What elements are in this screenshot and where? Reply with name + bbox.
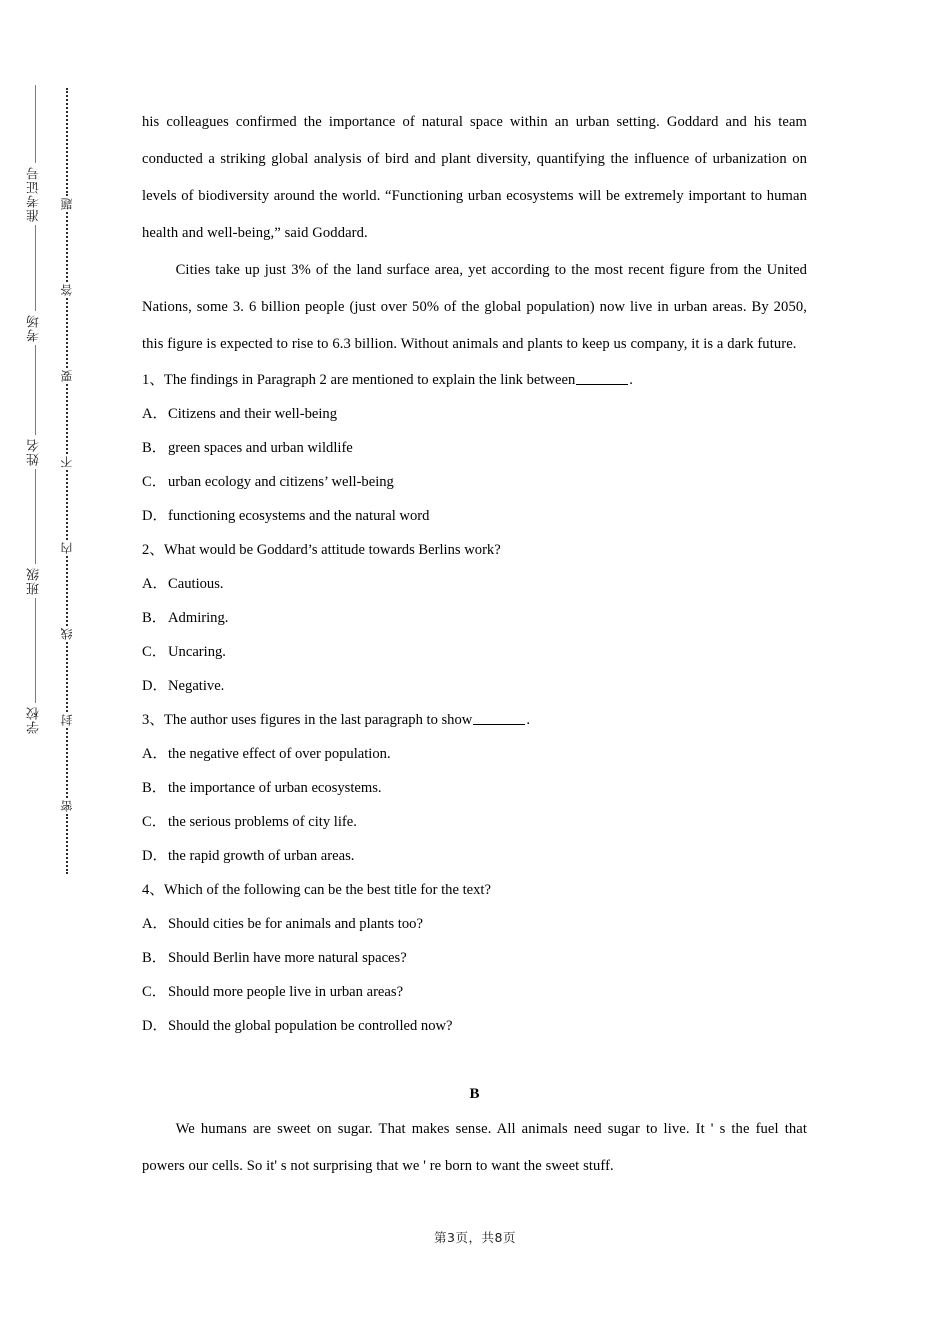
dotted-segment	[66, 212, 68, 282]
option-letter: C．	[142, 814, 167, 830]
seal-field-name: 姓名	[27, 438, 43, 466]
question-3-option-a[interactable]	[142, 737, 807, 771]
option-letter: C．	[142, 474, 167, 490]
dotted-segment	[66, 728, 68, 798]
question-1-option-a[interactable]	[142, 397, 807, 431]
option-letter: D．	[142, 1018, 168, 1034]
dotted-segment	[66, 384, 68, 454]
option-letter: B．	[142, 610, 167, 626]
seal-rule	[35, 225, 36, 311]
passage-a-paragraph-2: Cities take up just 3% of the land surface area, yet according to the most recent figure from the United Nations, some 3. 6 billion people (just over 50% of the global population) now live in urban areas. By 2050, this figure is expected to rise to 6.3 billion. Without animals and plants to keep us company, it is a dark future.	[142, 262, 807, 352]
option-letter: B．	[142, 950, 167, 966]
question-1-option-c[interactable]	[142, 465, 807, 499]
question-2-option-c[interactable]	[142, 635, 807, 669]
question-2-stem	[142, 533, 807, 567]
option-text: Admiring.	[168, 610, 229, 626]
seal-char-bu: 不	[60, 456, 74, 468]
question-1-number: 1、	[142, 372, 164, 388]
seal-rule	[35, 85, 36, 163]
question-1-option-b[interactable]	[142, 431, 807, 465]
option-letter: A．	[142, 406, 168, 422]
option-text: the serious problems of city life.	[168, 814, 357, 830]
question-1-text: The findings in Paragraph 2 are mentioned to explain the link between	[163, 372, 576, 388]
question-2	[142, 533, 807, 703]
seal-field-class: 班级	[27, 567, 43, 595]
exam-seal-margin	[0, 0, 120, 1344]
question-3-stem-tail: .	[526, 712, 530, 728]
option-text: Negative.	[168, 678, 225, 694]
option-text: the importance of urban ecosystems.	[168, 780, 382, 796]
option-letter: A．	[142, 916, 168, 932]
question-3-number: 3、	[142, 712, 164, 728]
question-1-blank[interactable]	[576, 371, 628, 385]
passage-b-paragraph-1: We humans are sweet on sugar. That makes sense. All animals need sugar to live. It ' s the fuel that powers our cells. So it' s not surprising that we ' re born to want the sweet stuff.	[142, 1121, 807, 1174]
question-4-option-b[interactable]	[142, 941, 807, 975]
option-text: green spaces and urban wildlife	[168, 440, 353, 456]
option-letter: D．	[142, 848, 168, 864]
dotted-segment	[66, 88, 68, 196]
option-text: Should Berlin have more natural spaces?	[168, 950, 407, 966]
question-2-number: 2、	[142, 542, 164, 558]
seal-char-mi: 密	[60, 800, 74, 812]
question-2-option-b[interactable]	[142, 601, 807, 635]
question-3-option-c[interactable]	[142, 805, 807, 839]
seal-char-nei: 内	[60, 542, 74, 554]
seal-field-school: 学校	[27, 706, 43, 734]
seal-rule	[35, 598, 36, 703]
dotted-segment	[66, 470, 68, 540]
question-2-option-a[interactable]	[142, 567, 807, 601]
seal-field-labels	[18, 85, 52, 930]
seal-field-exam-room: 考场	[27, 314, 43, 342]
question-4-stem	[142, 873, 807, 907]
document-body	[142, 104, 807, 1185]
dotted-segment	[66, 814, 68, 874]
option-text: Should cities be for animals and plants too?	[168, 916, 423, 932]
option-letter: A．	[142, 576, 168, 592]
option-letter: B．	[142, 440, 167, 456]
seal-field-admission-number: 准考证号	[27, 166, 43, 222]
seal-char-da: 答	[60, 284, 74, 296]
dotted-segment	[66, 298, 68, 368]
option-letter: C．	[142, 644, 167, 660]
question-4-number: 4、	[142, 882, 164, 898]
question-3	[142, 703, 807, 873]
option-text: functioning ecosystems and the natural word	[168, 508, 430, 524]
option-text: urban ecology and citizens’ well-being	[168, 474, 394, 490]
option-text: Should the global population be controlled now?	[168, 1018, 453, 1034]
question-4-option-d[interactable]	[142, 1009, 807, 1043]
dotted-segment	[66, 642, 68, 712]
seal-char-ti: 题	[60, 198, 74, 210]
question-4-option-c[interactable]	[142, 975, 807, 1009]
question-1-stem-tail: .	[629, 372, 633, 388]
question-4	[142, 873, 807, 1043]
question-1	[142, 363, 807, 533]
passage-a-paragraph-1: his colleagues confirmed the importance of natural space within an urban setting. Goddard and his team conducted a striking global analysis of bird and plant diversity, quantifying the influence of urbanization on levels of biodiversity around the world. “Functioning urban ecosystems will be extremely important to human health and well-being,” said Goddard.	[142, 114, 807, 241]
question-3-blank[interactable]	[473, 711, 525, 725]
seal-dotted-line	[58, 88, 76, 928]
question-4-option-a[interactable]	[142, 907, 807, 941]
question-3-option-d[interactable]	[142, 839, 807, 873]
seal-char-xian: 线	[60, 628, 74, 640]
option-text: Should more people live in urban areas?	[168, 984, 404, 1000]
seal-char-feng: 封	[60, 714, 74, 726]
option-letter: A．	[142, 746, 168, 762]
question-2-option-d[interactable]	[142, 669, 807, 703]
option-text: the negative effect of over population.	[168, 746, 391, 762]
question-2-text: What would be Goddard’s attitude towards Berlins work?	[163, 542, 501, 558]
question-3-text: The author uses figures in the last paragraph to show	[163, 712, 473, 728]
question-3-stem	[142, 703, 807, 737]
dotted-segment	[66, 556, 68, 626]
seal-char-yao: 要	[60, 370, 74, 382]
option-text: Citizens and their well-being	[168, 406, 337, 422]
option-letter: D．	[142, 678, 168, 694]
option-text: Cautious.	[168, 576, 224, 592]
option-text: Uncaring.	[168, 644, 226, 660]
option-text: the rapid growth of urban areas.	[168, 848, 355, 864]
seal-rule	[35, 469, 36, 564]
option-letter: C．	[142, 984, 167, 1000]
question-1-option-d[interactable]	[142, 499, 807, 533]
page-footer: 第3页，共8页	[434, 1230, 516, 1245]
question-1-stem	[142, 363, 807, 397]
option-letter: D．	[142, 508, 168, 524]
question-3-option-b[interactable]	[142, 771, 807, 805]
question-4-text: Which of the following can be the best title for the text?	[163, 882, 491, 898]
section-spacer	[142, 1043, 807, 1077]
option-letter: B．	[142, 780, 167, 796]
seal-rule	[35, 345, 36, 435]
passage-b-title: B	[469, 1086, 480, 1102]
